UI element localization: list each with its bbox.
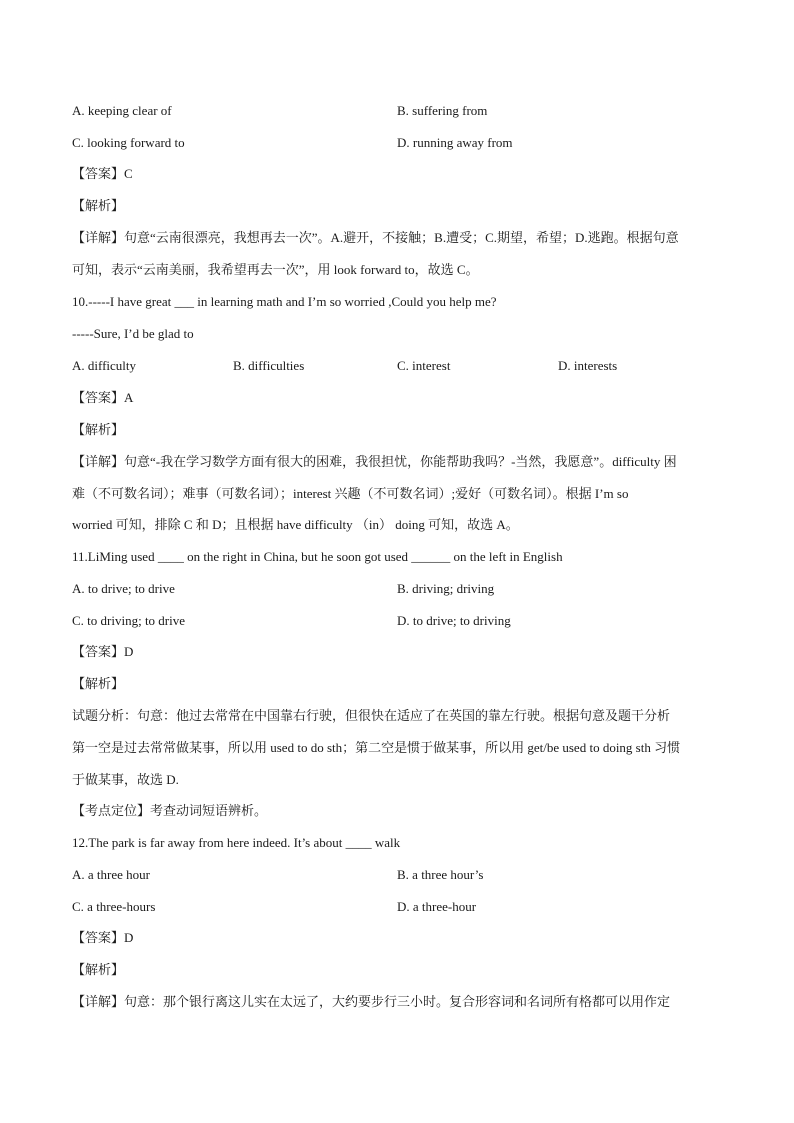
q9-answer: 【答案】C: [72, 166, 133, 181]
q12-detail-line-1: 【详解】句意：那个银行离这儿实在太远了，大约要步行三小时。复合形容词和名词所有格都可以用作定: [72, 994, 671, 1009]
q12-analysis-heading: 【解析】: [72, 962, 125, 977]
q10-reply: -----Sure, I’d be glad to: [72, 326, 194, 341]
q11-question: 11.LiMing used ____ on the right in China, but he soon got used ______ on the left in English: [72, 549, 563, 564]
q9-option-d: D. running away from: [397, 135, 513, 150]
q12-option-d: D. a three-hour: [397, 899, 477, 914]
q10-option-c: C. interest: [397, 358, 451, 373]
q10-option-d: D. interests: [558, 358, 618, 373]
q12-question: 12.The park is far away from here indeed. It’s about ____ walk: [72, 835, 401, 850]
q9-detail-line-1: 【详解】句意“云南很漂亮，我想再去一次”。A.避开，不接触；B.遭受；C.期望，希望；D.逃跑。根据句意: [72, 230, 679, 245]
q11-analysis-heading: 【解析】: [72, 676, 125, 691]
q11-option-d: D. to drive; to driving: [397, 613, 511, 628]
q11-option-b: B. driving; driving: [397, 581, 495, 596]
q12-option-b: B. a three hour’s: [397, 867, 484, 882]
q10-answer: 【答案】A: [72, 390, 134, 405]
q12-answer: 【答案】D: [72, 930, 134, 945]
q12-option-a: A. a three hour: [72, 867, 150, 882]
q10-analysis-heading: 【解析】: [72, 422, 125, 437]
q9-option-a: A. keeping clear of: [72, 103, 172, 118]
q11-option-c: C. to driving; to drive: [72, 613, 186, 628]
q10-detail-line-3: worried 可知，排除 C 和 D；且根据 have difficulty （in） doing 可知，故选 A。: [72, 517, 519, 532]
q11-detail-line-1: 试题分析：句意：他过去常常在中国靠右行驶，但很快在适应了在英国的靠左行驶。根据句意及题干分析: [72, 708, 671, 723]
q10-option-b: B. difficulties: [233, 358, 305, 373]
q10-question: 10.-----I have great ___ in learning math and I’m so worried ,Could you help me?: [72, 294, 497, 309]
q11-option-a: A. to drive; to drive: [72, 581, 175, 596]
q11-point-positioning: 【考点定位】考查动词短语辨析。: [72, 803, 268, 818]
q9-option-b: B. suffering from: [397, 103, 488, 118]
q10-option-a: A. difficulty: [72, 358, 137, 373]
q9-analysis-heading: 【解析】: [72, 198, 125, 213]
q9-detail-line-2: 可知，表示“云南美丽，我希望再去一次”，用 look forward to，故选 C。: [72, 262, 479, 277]
q11-detail-line-3: 于做某事，故选 D.: [72, 772, 179, 787]
q11-answer: 【答案】D: [72, 644, 134, 659]
q10-detail-line-1: 【详解】句意“-我在学习数学方面有很大的困难，我很担忧，你能帮助我吗？-当然，我愿意”。difficulty 困: [72, 454, 677, 469]
q12-option-c: C. a three-hours: [72, 899, 156, 914]
q9-option-c: C. looking forward to: [72, 135, 185, 150]
q10-detail-line-2: 难（不可数名词）；难事（可数名词）；interest 兴趣（不可数名词）;爱好（可数名词）。根据 I’m so: [72, 486, 629, 501]
q11-detail-line-2: 第一空是过去常常做某事，所以用 used to do sth；第二空是惯于做某事，所以用 get/be used to doing sth 习惯: [72, 740, 681, 755]
